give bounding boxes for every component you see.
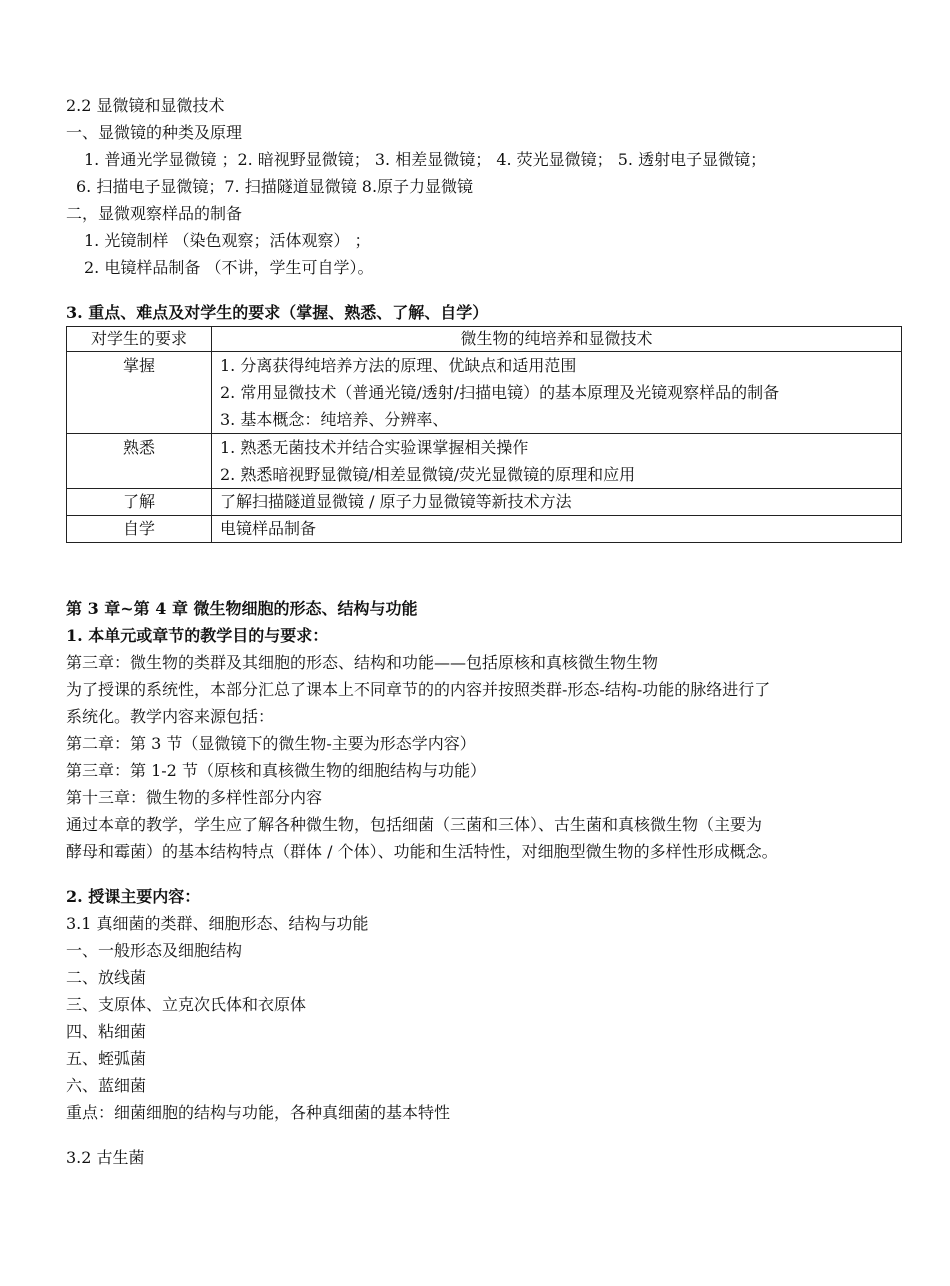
paragraph-line: 第三章：第 1-2 节（原核和真核微生物的细胞结构与功能） xyxy=(66,761,486,780)
paragraph-line: 第二章：第 3 节（显微镜下的微生物-主要为形态学内容） xyxy=(66,734,476,753)
sample-prep-line: 2. 电镜样品制备 （不讲，学生可自学）。 xyxy=(84,258,374,277)
requirements-table xyxy=(66,326,902,543)
requirement-item: 3. 基本概念：纯培养、分辨率、 xyxy=(220,410,449,429)
objectives-heading: 1. 本单元或章节的教学目的与要求： xyxy=(66,626,329,645)
requirement-item: 电镜样品制备 xyxy=(212,516,902,543)
paragraph-line: 为了授课的系统性，本部分汇总了课本上不同章节的的内容并按照类群-形态-结构-功能的脉络进行了 xyxy=(66,680,771,699)
section-heading: 3.2 古生菌 xyxy=(66,1148,145,1167)
table-header-row xyxy=(67,327,902,352)
content-line: 重点：细菌细胞的结构与功能，各种真细菌的基本特性 xyxy=(66,1103,451,1122)
sample-prep-line: 1. 光镜制样 （染色观察；活体观察） ； xyxy=(84,231,371,250)
requirement-item: 2. 常用显微技术（普通光镜/透射/扫描电镜）的基本原理及光镜观察样品的制备 xyxy=(220,383,780,402)
content-line: 四、粘细菌 xyxy=(66,1022,147,1041)
requirement-item: 2. 熟悉暗视野显微镜/相差显微镜/荧光显微镜的原理和应用 xyxy=(220,465,636,484)
content-heading: 2. 授课主要内容： xyxy=(66,887,201,906)
microscope-types-line: 6. 扫描电子显微镜；7. 扫描隧道显微镜 8.原子力显微镜 xyxy=(76,177,474,196)
content-line: 一、一般形态及细胞结构 xyxy=(66,941,243,960)
document-page xyxy=(66,92,904,1171)
table-row xyxy=(67,516,902,543)
paragraph-line: 系统化。教学内容来源包括： xyxy=(66,707,275,726)
table-header-cell: 对学生的要求 xyxy=(67,327,212,352)
requirement-items xyxy=(212,352,902,434)
requirement-level: 了解 xyxy=(67,489,212,516)
chapter-title: 第 3 章~第 4 章 微生物细胞的形态、结构与功能 xyxy=(66,599,418,618)
requirement-item: 1. 熟悉无菌技术并结合实验课掌握相关操作 xyxy=(220,438,529,457)
table-row xyxy=(67,352,902,434)
paragraph-line: 第十三章：微生物的多样性部分内容 xyxy=(66,788,323,807)
requirement-item: 1. 分离获得纯培养方法的原理、优缺点和适用范围 xyxy=(220,356,577,375)
requirement-items xyxy=(212,434,902,489)
subsection-title: 一、显微镜的种类及原理 xyxy=(66,123,243,142)
requirement-level: 熟悉 xyxy=(67,434,212,489)
subsection-title: 二，显微观察样品的制备 xyxy=(66,204,243,223)
content-line: 3.1 真细菌的类群、细胞形态、结构与功能 xyxy=(66,914,369,933)
paragraph-line: 酵母和霉菌）的基本结构特点（群体 / 个体）、功能和生活特性，对细胞型微生物的多样性形成概念。 xyxy=(66,842,778,861)
content-line: 三、支原体、立克次氏体和衣原体 xyxy=(66,995,307,1014)
requirements-heading: 3. 重点、难点及对学生的要求（掌握、熟悉、了解、自学） xyxy=(66,303,489,322)
paragraph-line: 通过本章的教学，学生应了解各种微生物，包括细菌（三菌和三体）、古生菌和真核微生物（主要为 xyxy=(66,815,763,834)
requirement-item: 了解扫描隧道显微镜 / 原子力显微镜等新技术方法 xyxy=(212,489,902,516)
content-line: 五、蛭弧菌 xyxy=(66,1049,147,1068)
microscope-types-line: 1. 普通光学显微镜 ；2. 暗视野显微镜； 3. 相差显微镜； 4. 荧光显微镜； 5. 透射电子显微镜； xyxy=(84,150,767,169)
table-row xyxy=(67,434,902,489)
paragraph-line: 第三章：微生物的类群及其细胞的形态、结构和功能——包括原核和真核微生物生物 xyxy=(66,653,659,672)
requirement-level: 掌握 xyxy=(67,352,212,434)
table-header-cell: 微生物的纯培养和显微技术 xyxy=(212,327,902,352)
content-line: 二、放线菌 xyxy=(66,968,147,987)
requirement-level: 自学 xyxy=(67,516,212,543)
table-row xyxy=(67,489,902,516)
section-heading: 2.2 显微镜和显微技术 xyxy=(66,96,225,115)
content-line: 六、蓝细菌 xyxy=(66,1076,147,1095)
